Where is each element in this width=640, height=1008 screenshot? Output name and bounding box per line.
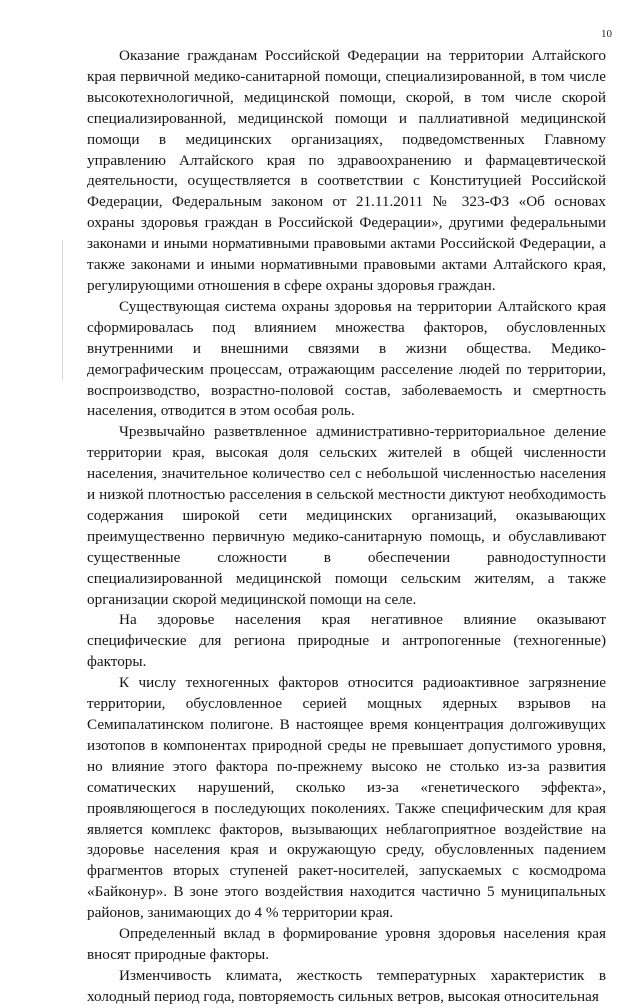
page-number: 10 — [601, 28, 612, 40]
paragraph-climate: Изменчивость климата, жесткость температурных характеристик в холодный период года, повторяемость сильных ветров, высокая относительная — [87, 966, 606, 1005]
paragraph-negative-factors: На здоровье населения края негативное влияние оказывают специфические для региона природные и антропогенные (техногенные) факторы. — [87, 611, 606, 671]
paragraph-healthcare-system: Существующая система охраны здоровья на территории Алтайского края сформировалась под влиянием множества факторов, обусловленных внутренними и внешними связями в жизни общества. Медико-демографическим процессам, отражающим расселение людей по территории, воспроизводство, возрастно-половой состав, заболеваемость и смертность населения, отводится в этом особая роль. — [87, 297, 606, 420]
paragraph-natural-factors: Определенный вклад в формирование уровня здоровья населения края вносят природные факторы. — [87, 925, 606, 963]
paragraph-healthcare-provision: Оказание гражданам Российской Федерации на территории Алтайского края первичной медико-санитарной помощи, специализированной, в том числе высокотехнологичной, медицинской помощи, скорой, в том числе скорой специализированной, медицинской помощи и паллиативной медицинской помощи в медицинских организациях, подведомственных Главному управлению Алтайского края по здравоохранению и фармацевтической деятельности, осуществляется в соответствии с Конституцией Российской Федерации, Федеральным законом от 21.11.2011 № 323-ФЗ «Об основах охраны здоровья граждан в Российской Федерации», другими федеральными законами и иными нормативными правовыми актами Российской Федерации, а также законами и иными нормативными правовыми актами Алтайского края, регулирующими отношения в сфере охраны здоровья граждан. — [87, 47, 606, 294]
scan-margin-line — [62, 240, 63, 380]
document-body — [87, 46, 606, 1008]
paragraph-technogenic-factors: К числу техногенных факторов относится радиоактивное загрязнение территории, обусловленное серией мощных ядерных взрывов на Семипалатинском полигоне. В настоящее время концентрация долгоживущих изотопов в компонентах природной среды не превышает допустимого уровня, но влияние этого фактора по-прежнему высоко не столько из-за развития соматических нарушений, сколько из-за «генетического эффекта», проявляющегося в последующих поколениях. Также специфическим для края является комплекс факторов, вызывающих неблагоприятное воздействие на здоровье населения края и окружающую среду, обусловленных падением фрагментов вторых ступеней ракет-носителей, запускаемых с космодрома «Байконур». В зоне этого воздействия находится частично 5 муниципальных районов, занимающих до 4 % территории края. — [87, 674, 606, 922]
paragraph-territorial-division: Чрезвычайно разветвленное административно-территориальное деление территории края, высокая доля сельских жителей в общей численности населения, значительное количество сел с небольшой численностью населения и низкой плотностью расселения в сельской местности диктуют необходимость содержания широкой сети медицинских организаций, оказывающих преимущественно первичную медико-санитарную помощь, и обуславливают существенные сложности в обеспечении равнодоступности специализированной медицинской помощи сельским жителям, а также организации скорой медицинской помощи на селе. — [87, 423, 606, 608]
